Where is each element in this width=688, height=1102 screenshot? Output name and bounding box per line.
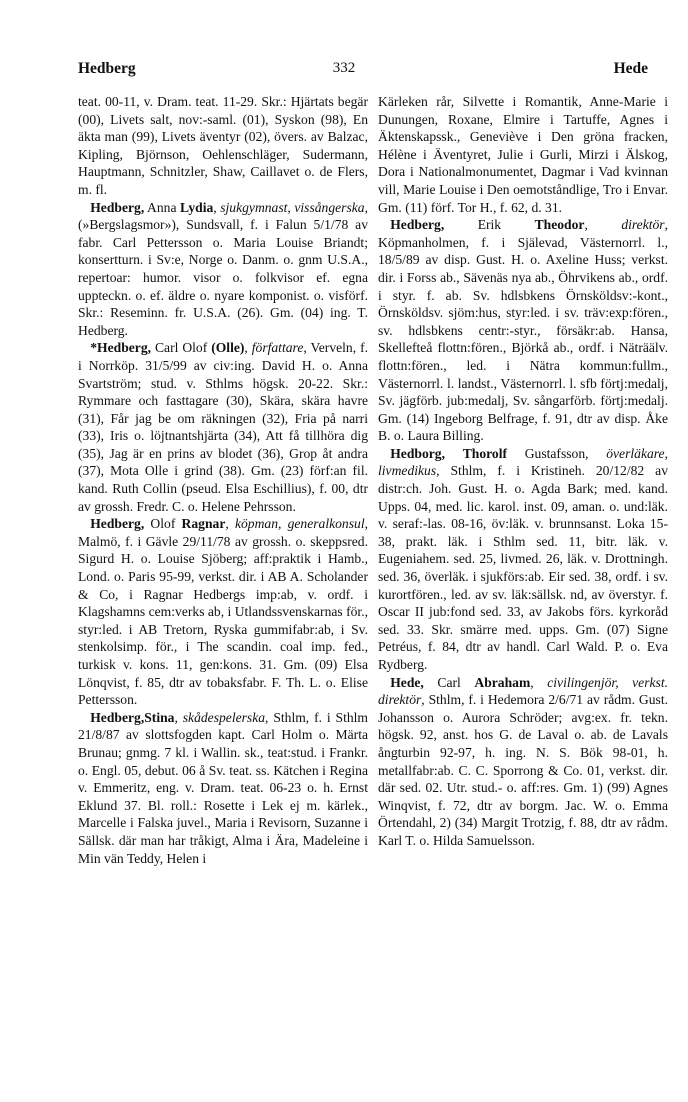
- entry-call-name: Lydia: [180, 199, 214, 215]
- entry-surname: Hede,: [390, 674, 424, 690]
- entry-call-name: Abraham: [474, 674, 531, 690]
- entry-call-name: Stina: [144, 709, 175, 725]
- entry-occupation: överläkare, livmedikus: [378, 445, 668, 479]
- entry-surname: Hedberg,: [390, 217, 445, 233]
- page-number: 332: [332, 60, 356, 76]
- entry-occupation: köpman, generalkonsul: [234, 516, 365, 532]
- entry-occupation: civilingenjör, verkst. direktör: [378, 674, 669, 708]
- entry-separator: ,: [213, 199, 221, 215]
- entry-text: , Sthlm, f. i Kristineh. 20/12/82 av distr:ch. Joh. Gust. H. o. Agda Bark; med. kand. Upps. 04, med. lic. karol. inst. 09, aman. o. und:läk. v. seraf:-las. 08-16, öv:läk. v. brunnsanst. Loka 15-38, prakt. läk. i Sthlm sed. 11, bitr. läk. v. Eugeniahem. sed. 25, livmed. 26, läk. v. Drottningh. sed. 36, överläk. i sjukförs:ab. Eir sed. 38, ordf. i sv. kurortfören., led. av sv. läk:sällsk. nd, av överstyr. f. Oscar II jub:fond sed. 33, av Jakobs förs. kyrkoråd sed. 33. Skr. smärre med. upps. Gm. (07) Signe Petréus, f. 84, dtr av handl. Carl Wald. P. o. Eva Rydberg.: [378, 463, 668, 672]
- entry-text: , Verveln, f. i Norrköp. 31/5/99 av civ:ing. David H. o. Anna Svartström; stud. v. Sthlms högsk. 20-22. Skr.: Rymmare och fasttagare (30), Skära, skära havre (31), Får jag be om räkningen (32), Fria på narri (33), Iris o. löjtnantshjärta (34), Att få tillhöra dig (35), Jag är en prins av blodet (36), Grop åt andra (37), Mota Olle i grind (38). Gm. (23) förf:an fil. kand. Ruth Collin (pseud. Elsa Eschillius), f. 00, dtr av grossh. Fredr. C. o. Helene Pehrsson.: [78, 340, 368, 514]
- entry-text: , Sthlm, f. i Hedemora 2/6/71 av rådm. Gust. Johansson o. Aurora Schröder; avg:ex. fr. tekn. högsk. 92, anst. hos G. de Laval o. ab. de Lavals ångturbin 92-97, h. ing. N. S. Bök 98-01, h. metallfabr:ab. C. C. Sporrong & Co. 01, verkst. dir. där sed. 02. Utr. stud.- o. aff:res. Gm. 1) (99) Agnes Winqvist, f. 72, dtr av borgm. Jac. W. o. Emma Örtendahl, 2) (34) Margit Trotzig, f. 88, dtr av rådm. Karl T. o. Hilda Samuelsson.: [378, 692, 668, 848]
- entry-call-name: Thorolf: [462, 445, 508, 461]
- entry-occupation: sjukgymnast, vissångerska: [220, 199, 365, 215]
- biography-entry: [78, 709, 368, 867]
- entry-text: , Köpmanholmen, f. i Själevad, Västernorrl. l., 18/5/89 av disp. Gust. H. o. Axeline Huss; verkst. dir. i Forss ab., Sävenäs nya ab., Öhrvikens ab., ordf. i styr. f. ab. Sv. hdlsbkens Örnsköldsv:-kont., Örnsköldsv. sjöm:hus, styr:led. i sv. träv:exp:fören., sv. hdlsbkens centr:-styr., försäkr:ab. Hansa, Skellefteå flottn:fören., Björkå ab., ordf. i Näträälv. flottn:fören., led. i Nätra kommun:fullm., Västernorrl. l. landst., Västernorrl. l. sfb förtj:medalj, Sv. jägförb. jub:medalj, Sv. sångarförb. förtj:medalj. Gm. (14) Ingeborg Belfrage, f. 91, dtr av disp. Åke B. o. Laura Billing.: [378, 217, 669, 444]
- left-column: [78, 93, 368, 867]
- entry-given-names: Carl: [423, 674, 475, 690]
- biography-entry: [78, 339, 368, 515]
- entry-separator: ,: [584, 217, 622, 233]
- entry-surname: Hedberg,: [90, 199, 145, 215]
- entry-call-name: (Olle): [211, 340, 245, 356]
- right-column: [378, 93, 668, 850]
- entry-given-names: Anna: [144, 199, 181, 215]
- entry-text: , Sthlm, f. i Sthlm 21/8/87 av slottsfogden kapt. Carl Holm o. Märta Brunau; gnmg. 7 kl. i Wallin. sk., teat:stud. i Frankr. o. Engl. 05, debut. 06 å Sv. teat. ss. Kätchen i Regina v. Emmeritz, eng. v. Dram. teat. 06-23 o. h. Ernst Eklund 37. Bl. roll.: Rosette i Lek ej m. kärlek., Marcelle i Falska juvel., Maria i Revisorn, Suzanne i Sällsk. där man har tråkigt, Alma i Ära, Madeleine i Min vän Teddy, Helen i: [78, 709, 369, 866]
- entry-given-names: Carl Olof: [151, 340, 212, 356]
- entry-separator: ,: [174, 709, 183, 725]
- biography-entry: [378, 445, 668, 674]
- entry-occupation: direktör: [621, 217, 665, 233]
- biography-entry: [78, 199, 368, 340]
- entry-given-names: Olof: [144, 516, 182, 532]
- entry-given-names: [445, 446, 463, 461]
- biography-entry: [78, 515, 368, 709]
- entry-surname: Hedborg,: [390, 445, 445, 461]
- entry-occupation: skådespelerska: [182, 709, 266, 725]
- entry-call-name: Theodor: [534, 217, 585, 233]
- entry-continuation: [78, 93, 368, 199]
- entry-separator: ,: [530, 674, 548, 690]
- entry-separator: Gustafsson,: [507, 445, 607, 461]
- entry-given-names: Erik: [444, 217, 535, 233]
- running-head-right: Hede: [613, 60, 648, 77]
- biography-entry: [378, 216, 668, 445]
- entry-call-name: Ragnar: [181, 516, 226, 532]
- entry-text: Kärleken rår, Silvette i Romantik, Anne-Marie i Dunungen, Roxane, Elmire i Tartuffe, Agnes i Äktenskapssk., Geneviève i Den gröna fracken, Hélène i Äventyret, Julie i Gurli, Mirzi i Älskog, Dora i Nationalmonumentet, Dagmar i Vad kvinnan vill, Marie Louise i Den oemotståndlige, Tro i Envar. Gm. (11) förf. Tor H., f. 62, d. 31.: [378, 94, 668, 215]
- entry-text: teat. 00-11, v. Dram. teat. 11-29. Skr.: Hjärtats begär (00), Livets salt, nov:-saml. (01), Syskon (98), En äkta man (99), Livets äventyr (02), övers. av Balzac, Kipling, Björnson, Oehlenschläger, Sudermann, Hauptmann, Schnitzler, Shaw, Caillavet o. de Flers, m. fl.: [78, 94, 368, 197]
- entry-surname: Hedberg,: [90, 709, 145, 725]
- entry-continuation: [378, 93, 668, 216]
- biography-entry: [378, 674, 668, 850]
- entry-text: , (»Bergslagsmor»), Sundsvall, f. i Falun 5/1/78 av fabr. Carl Pettersson o. Maria Louise Briandt; konsertturn. i Sv:e, Norge o. Danm. o. gnm U.S.A., repertoar: humor. visor o. folkvisor ef. egna uppteckn. o. ef. äldre o. nyare komponist. o. visförf. Skr.: Reseminn. fr. U.S.A. (26). Gm. (04) ing. T. Hedberg.: [78, 199, 368, 338]
- entry-text: , Malmö, f. i Gävle 29/11/78 av grossh. o. skeppsred. Sigurd H. o. Louise Sjöberg; aff:praktik i Hamb., Lond. o. Paris 95-99, verkst. dir. i AB A. Scholander & Co, i Ragnar Hedbergs imp:ab, v. ordf. i Klagshamns cem:verks ab, i Utlandssvenskarnas för., styr:led. i AB Tretorn, Ryska gummifabr:ab, i Sv. stenkolsimp. för., i The scandin. coal imp. fed., turkisk v. kons. 11, gen:kons. 31. Gm. (09) Elsa Lönqvist, f. 85, dtr av tobaksfabr. F. Th. L. o. Elise Pettersson.: [78, 516, 369, 708]
- entry-separator: ,: [244, 340, 252, 356]
- entry-surname: *Hedberg,: [90, 340, 152, 356]
- entry-separator: ,: [225, 516, 235, 532]
- entry-occupation: författare: [251, 340, 304, 356]
- running-head-left: Hedberg: [78, 60, 136, 77]
- entry-surname: Hedberg,: [90, 516, 145, 532]
